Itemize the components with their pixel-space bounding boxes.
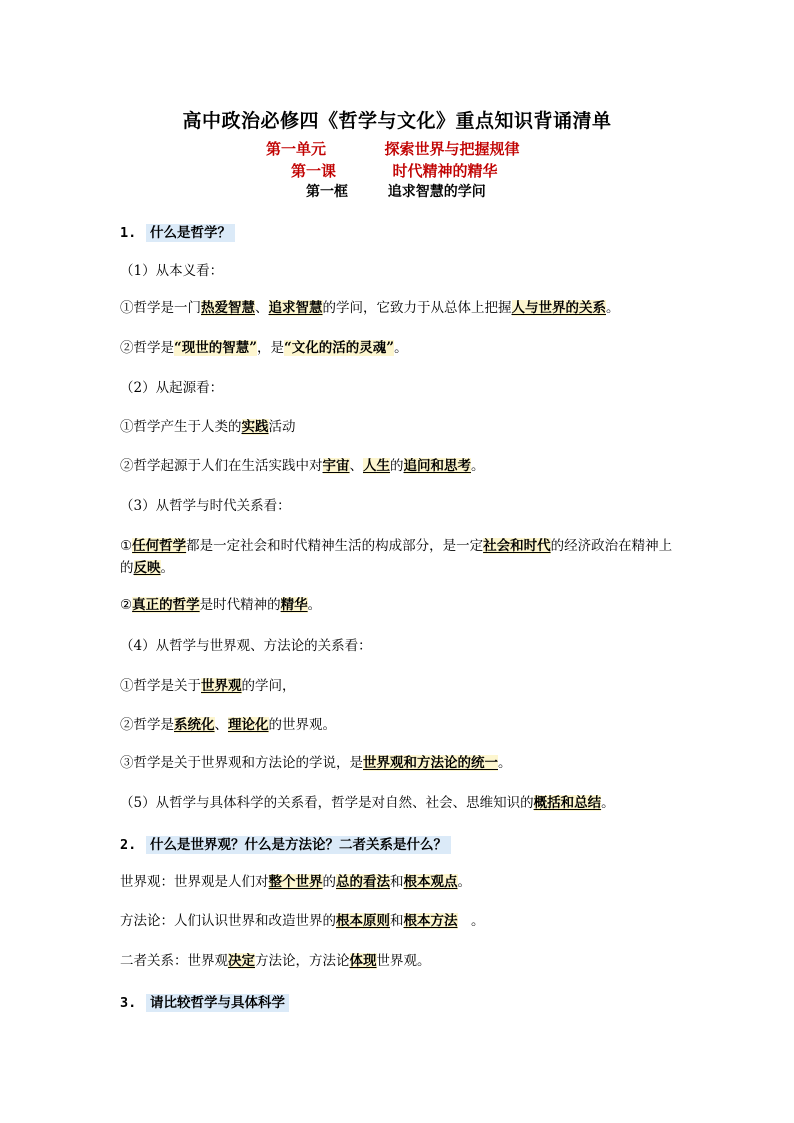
text-run: （5）从哲学与具体科学的关系看，哲学是对自然、社会、思维知识的	[120, 795, 534, 811]
question-number: 3.	[120, 995, 137, 1011]
point-line	[120, 417, 296, 437]
point-line	[120, 715, 336, 735]
key-term: 任何哲学	[132, 538, 187, 554]
point-line	[120, 676, 296, 696]
unit-name: 探索世界与把握规律	[384, 140, 520, 158]
text-run: ，是	[257, 340, 285, 356]
frame-label: 第一框	[306, 184, 348, 200]
text-run: 。	[498, 755, 512, 771]
definition-line	[120, 911, 485, 931]
lesson-label: 第一课	[291, 162, 337, 180]
key-term: 理论化	[228, 717, 269, 733]
key-term: 热爱智慧	[201, 300, 255, 316]
definition-line	[120, 872, 471, 892]
question-2-heading	[120, 833, 451, 853]
key-term: 整个世界	[268, 874, 323, 890]
key-term: 追问和思考	[403, 458, 471, 474]
key-term: 世界观	[201, 678, 242, 694]
key-term: 决定	[228, 953, 255, 969]
lesson-heading	[291, 160, 498, 181]
document-title: 高中政治必修四《哲学与文化》重点知识背诵清单	[182, 110, 612, 132]
text-run: ②哲学是	[120, 340, 174, 356]
section-3-heading: （3）从哲学与时代关系看：	[120, 498, 291, 514]
question-3-heading	[120, 991, 289, 1011]
text-run: ①哲学是关于	[120, 678, 201, 694]
text-run: 。	[394, 340, 408, 356]
text-run: 、	[349, 458, 363, 474]
text-run: 。	[307, 597, 322, 613]
text-run: 。	[457, 913, 485, 929]
key-term: 体现	[349, 953, 377, 969]
key-term: 根本观点	[403, 874, 458, 890]
text-run: 。	[606, 300, 620, 316]
frame-heading	[306, 181, 486, 201]
question-text: 什么是哲学？	[146, 224, 235, 242]
text-run: ②	[120, 597, 133, 613]
text-run: ②哲学起源于人们在生活实践中对	[120, 458, 323, 474]
key-term: 精华	[280, 597, 308, 613]
unit-heading	[266, 138, 520, 159]
question-text: 请比较哲学与具体科学	[146, 994, 289, 1012]
key-term: 宇宙	[322, 458, 350, 474]
text-run: 的	[390, 458, 404, 474]
text-run: ①	[120, 538, 133, 554]
text-run: 。	[471, 458, 485, 474]
text-run: 、	[255, 300, 269, 316]
key-term: 世界观和方法论的统一	[363, 755, 498, 771]
point-line	[120, 298, 620, 318]
text-run: 的	[322, 874, 336, 890]
key-term: 概括和总结	[533, 795, 602, 811]
frame-name: 追求智慧的学问	[387, 184, 486, 200]
question-number: 1.	[120, 225, 137, 241]
text-run: 。	[457, 874, 471, 890]
text-run: 、	[214, 717, 228, 733]
key-term: 社会和时代	[483, 538, 551, 554]
text-run: 的学问，它致力于从总体上把握	[322, 300, 512, 316]
section-1-heading: （1）从本义看：	[120, 263, 224, 279]
text-run: 。	[160, 560, 174, 576]
text-run: 。	[601, 795, 615, 811]
text-run: 方法论：人们认识世界和改造世界的	[120, 913, 336, 929]
section-4-heading: （4）从哲学与世界观、方法论的关系看：	[120, 638, 372, 654]
key-term: “现世的智慧”	[174, 340, 258, 356]
text-run: 都是一定社会和时代精神生活的构成部分，是一定	[186, 538, 484, 554]
key-term: 实践	[241, 419, 269, 435]
key-term: 总的看法	[336, 874, 390, 890]
key-term: “文化的活的灵魂”	[284, 340, 395, 356]
text-run: 世界观：世界观是人们对	[120, 874, 269, 890]
key-term: 根本方法	[403, 913, 458, 929]
text-run: 是时代精神的	[199, 597, 281, 613]
text-run: ①哲学是一门	[120, 300, 201, 316]
text-run: 的经济政治在精神上的	[120, 538, 673, 576]
point-line	[120, 338, 408, 358]
text-run: ②哲学是	[120, 717, 174, 733]
section-5-line	[120, 793, 615, 813]
text-run: 和	[390, 913, 404, 929]
point-line	[120, 753, 512, 773]
text-run: ①哲学产生于人类的	[120, 419, 242, 435]
question-1-heading	[120, 221, 235, 241]
key-term: 根本原则	[336, 913, 390, 929]
point-line	[120, 595, 321, 615]
key-term: 追求智慧	[268, 300, 323, 316]
definition-line	[120, 951, 431, 971]
text-run: 和	[390, 874, 404, 890]
key-term: 反映	[133, 560, 161, 576]
point-line	[120, 456, 485, 476]
text-run: 活动	[268, 419, 296, 435]
text-run: 世界观。	[376, 953, 431, 969]
key-term: 系统化	[174, 717, 215, 733]
text-run: 的学问，	[241, 678, 296, 694]
question-number: 2.	[120, 837, 137, 853]
section-2-heading: （2）从起源看：	[120, 380, 224, 396]
lesson-name: 时代精神的精华	[392, 162, 498, 180]
key-term: 真正的哲学	[132, 597, 200, 613]
key-term: 人与世界的关系	[511, 300, 606, 316]
unit-label: 第一单元	[266, 140, 327, 158]
text-run: 的世界观。	[268, 717, 336, 733]
question-text: 什么是世界观？什么是方法论？二者关系是什么？	[146, 836, 451, 854]
text-run: 二者关系：世界观	[120, 953, 228, 969]
text-run: ③哲学是关于世界观和方法论的学说，是	[120, 755, 363, 771]
text-run: 方法论，方法论	[255, 953, 350, 969]
key-term: 人生	[363, 458, 390, 474]
point-paragraph	[120, 535, 680, 579]
